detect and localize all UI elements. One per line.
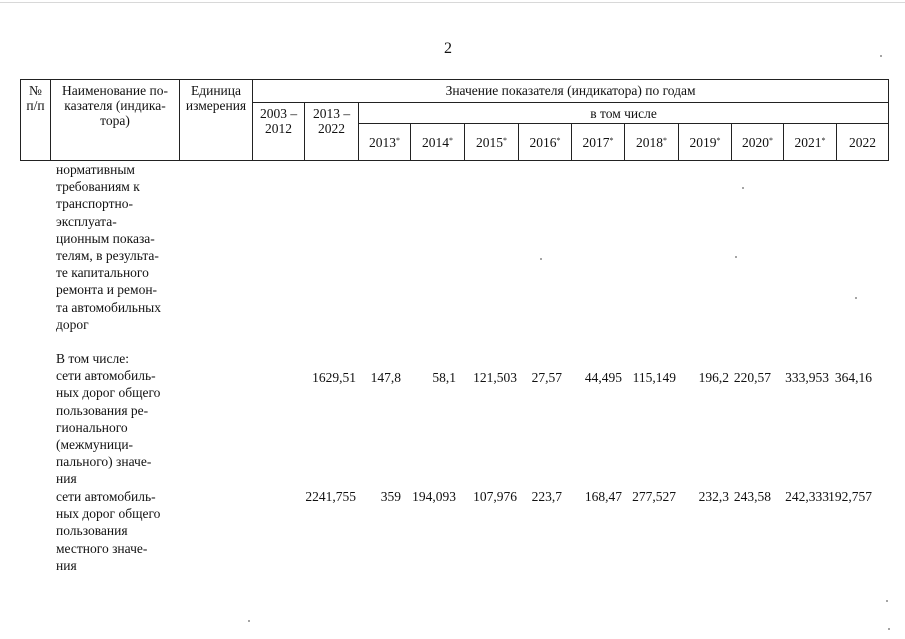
row-name-line: та автомобильных [56, 299, 162, 315]
row-name-line: ных дорог общего [56, 506, 161, 522]
row-name-line: ционным показа- [56, 230, 155, 246]
header-period-2013-2022: 2013 – 2022 [305, 103, 359, 161]
value-cell: 58,1 [432, 370, 456, 385]
header-including: в том числе [359, 103, 889, 124]
header-year-2018: 2018* [625, 124, 679, 161]
row-name-line: пользования [56, 523, 128, 539]
header-year-2021: 2021* [784, 124, 837, 161]
row-name-line: телям, в результа- [56, 248, 159, 264]
header-col-number: № п/п [21, 80, 51, 161]
row-name-line: сети автомобиль- [56, 368, 156, 384]
value-cell: 121,503 [473, 370, 517, 385]
value-cell: 27,57 [531, 370, 562, 385]
value-cell: 223,7 [531, 489, 562, 504]
scan-speck [248, 620, 250, 622]
header-values-title: Значение показателя (индикатора) по годам [253, 80, 889, 103]
value-cell: 242,333 [785, 489, 829, 504]
value-cell: 232,3 [698, 489, 729, 504]
header-year-2017: 2017* [572, 124, 625, 161]
value-cell: 1629,51 [312, 370, 356, 385]
header-year-2014: 2014* [411, 124, 465, 161]
row-name-line: ремонта и ремон- [56, 282, 158, 298]
value-cell: 277,527 [632, 489, 676, 504]
header-year-2013: 2013* [359, 124, 411, 161]
row-name-line: гионального [56, 419, 128, 435]
value-cell: 196,2 [698, 370, 729, 385]
row-3-name [56, 488, 181, 574]
page-number: 2 [444, 40, 452, 57]
row-name-line: местного значе- [56, 540, 148, 556]
value-cell: 333,953 [785, 370, 829, 385]
value-cell: 194,093 [412, 489, 456, 504]
row-name-line: ния [56, 557, 77, 573]
scan-speck [735, 256, 737, 258]
row-1-name [56, 161, 181, 333]
row-name-line: те капитального [56, 265, 149, 281]
row-name-line: сети автомобиль- [56, 489, 156, 504]
scan-speck [742, 187, 744, 189]
value-cell: 115,149 [632, 370, 676, 385]
header-year-2019: 2019* [679, 124, 732, 161]
value-cell: 192,757 [828, 489, 872, 504]
value-cell: 220,57 [733, 370, 771, 385]
row-name-line: В том числе: [56, 351, 129, 366]
value-cell: 243,58 [733, 489, 771, 504]
scan-speck [540, 258, 542, 260]
row-name-line: транспортно- [56, 196, 133, 212]
row-name-line: пользования ре- [56, 402, 149, 418]
row-name-line: дорог [56, 316, 89, 332]
scan-speck [880, 55, 882, 57]
header-col-unit: Единица измерения [180, 80, 253, 161]
value-cell: 44,495 [584, 370, 622, 385]
header-year-2015: 2015* [465, 124, 519, 161]
header-year-2022: 2022 [837, 124, 889, 161]
row-name-line: пального) значе- [56, 454, 152, 470]
value-cell: 147,8 [370, 370, 401, 385]
scan-speck [855, 297, 857, 299]
scan-speck [888, 628, 890, 630]
value-cell: 364,16 [834, 370, 872, 385]
row-name-line: эксплуата- [56, 213, 117, 229]
scan-speck [886, 600, 888, 602]
row-name-line: ных дорог общего [56, 385, 161, 401]
header-col-name: Наименование по- казателя (индика- тора) [51, 80, 180, 161]
header-year-2020: 2020* [732, 124, 784, 161]
value-cell: 2241,755 [305, 489, 356, 504]
row-name-line: ния [56, 471, 77, 487]
value-cell: 107,976 [473, 489, 517, 504]
header-year-2016: 2016* [519, 124, 572, 161]
value-cell: 168,47 [584, 489, 622, 504]
row-name-line: требованиям к [56, 179, 140, 195]
value-cell: 359 [380, 489, 401, 504]
row-name-line: (межмуници- [56, 437, 134, 453]
row-name-line: нормативным [56, 162, 135, 177]
header-period-2003-2012: 2003 – 2012 [253, 103, 305, 161]
row-2-name [56, 350, 181, 488]
